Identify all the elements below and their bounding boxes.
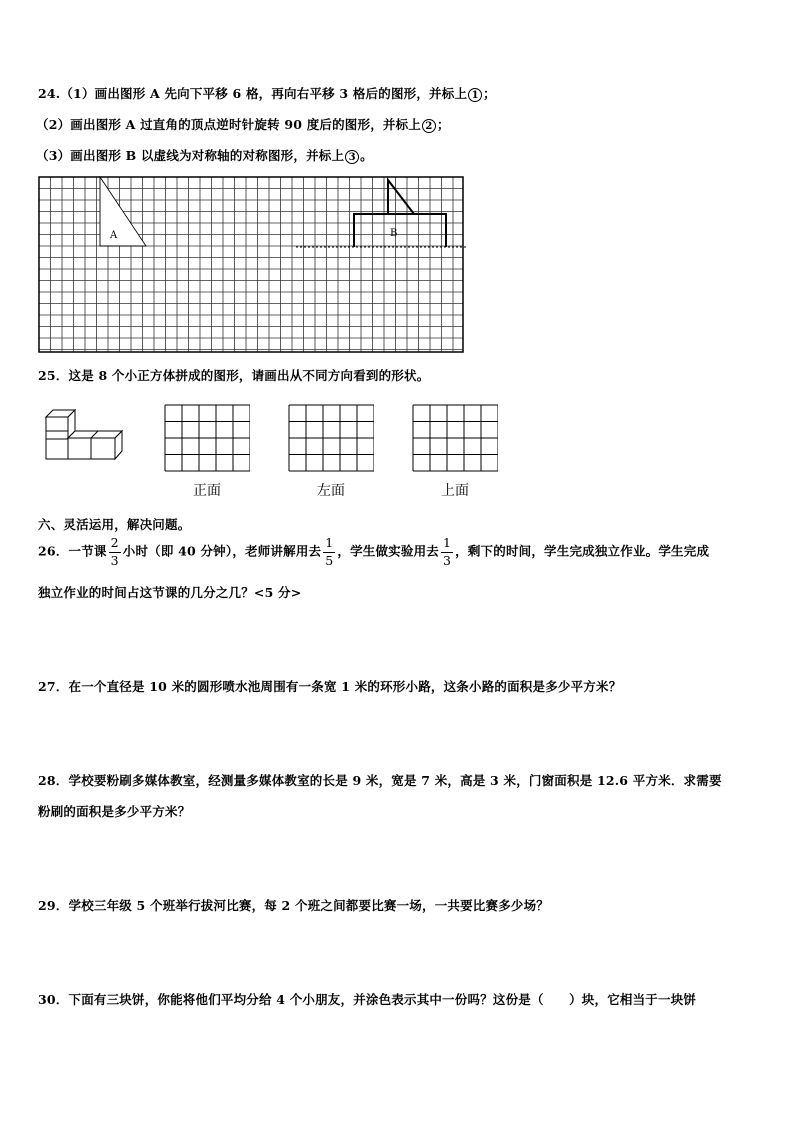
front-view-grid[interactable] [164,404,250,472]
q24-line1-text: 24.（1）画出图形 A 先向下平移 6 格，再向右平移 3 格后的图形，并标上 [38,86,468,101]
q24-line3-text: （3）画出图形 B 以虚线为对称轴的对称图形，并标上 [36,148,345,163]
fraction-1-5: $\frac{1}{5}$ [325,535,334,568]
q25-text: 25．这是 8 个小正方体拼成的图形，请画出从不同方向看到的形状。 [38,368,430,383]
shape-b [354,180,446,247]
q24-line2-text: （2）画出图形 A 过直角的顶点逆时针旋转 90 度后的图形，并标上 [36,117,421,132]
front-view-caption: 正面 [193,483,221,499]
q28-line1: 28．学校要粉刷多媒体教室，经测量多媒体教室的长是 9 米，宽是 7 米，高是 3 米，门窗面积是 12.6 平方米．求需要 [38,773,722,788]
q27-text: 27．在一个直径是 10 米的圆形喷水池周围有一条宽 1 米的环形小路，这条小路的面积是多少平方米？ [38,679,622,694]
section-6-title: 六、灵活运用，解决问题。 [38,517,191,532]
fraction-1-3: $\frac{1}{3}$ [442,535,452,568]
q24-line2: （2）画出图形 A 过直角的顶点逆时针旋转 90 度后的图形，并标上 2 ； [36,117,450,132]
q26-line2: 独立作业的时间占这节课的几分之几？<5 分> [38,585,302,600]
q28-line2: 粉刷的面积是多少平方米？ [38,804,191,819]
top-view-grid[interactable] [412,404,498,472]
shape-a-label: A [110,230,118,241]
q24-line3: （3）画出图形 B 以虚线为对称轴的对称图形，并标上 3 。 [36,148,373,163]
top-view-caption: 上面 [441,483,469,499]
circled-number-3-icon: 3 [345,150,359,164]
circled-number-2-icon: 2 [422,119,436,133]
q29-text: 29．学校三年级 5 个班举行拔河比赛，每 2 个班之间都要比赛一场，一共要比赛多少场？ [38,898,549,913]
q24-grid [38,176,468,354]
left-view-caption: 左面 [317,483,345,499]
circled-number-1-icon: 1 [468,88,482,102]
q24-line1: 24.（1）画出图形 A 先向下平移 6 格，再向右平移 3 格后的图形，并标上 1 ； [38,86,496,101]
fraction-2-3: $\frac{2}{3}$ [110,535,119,568]
left-view-grid[interactable] [288,404,374,472]
q26-line1: 26．一节课 $\frac{2}{3}$ 小时（即 40 分钟），老师讲解用去 $\frac{1}{5}$ ，学生做实验用去 $\frac{1}{3}$ ，剩下的时间，学生完成独立作业。学生完成 [38,535,710,568]
q30-text: 30．下面有三块饼，你能将他们平均分给 4 个小朋友，并涂色表示其中一份吗？这份是（ ）块，它相当于一块饼 [38,992,697,1007]
cube-figure [42,406,126,468]
shape-b-label: B [390,228,398,239]
